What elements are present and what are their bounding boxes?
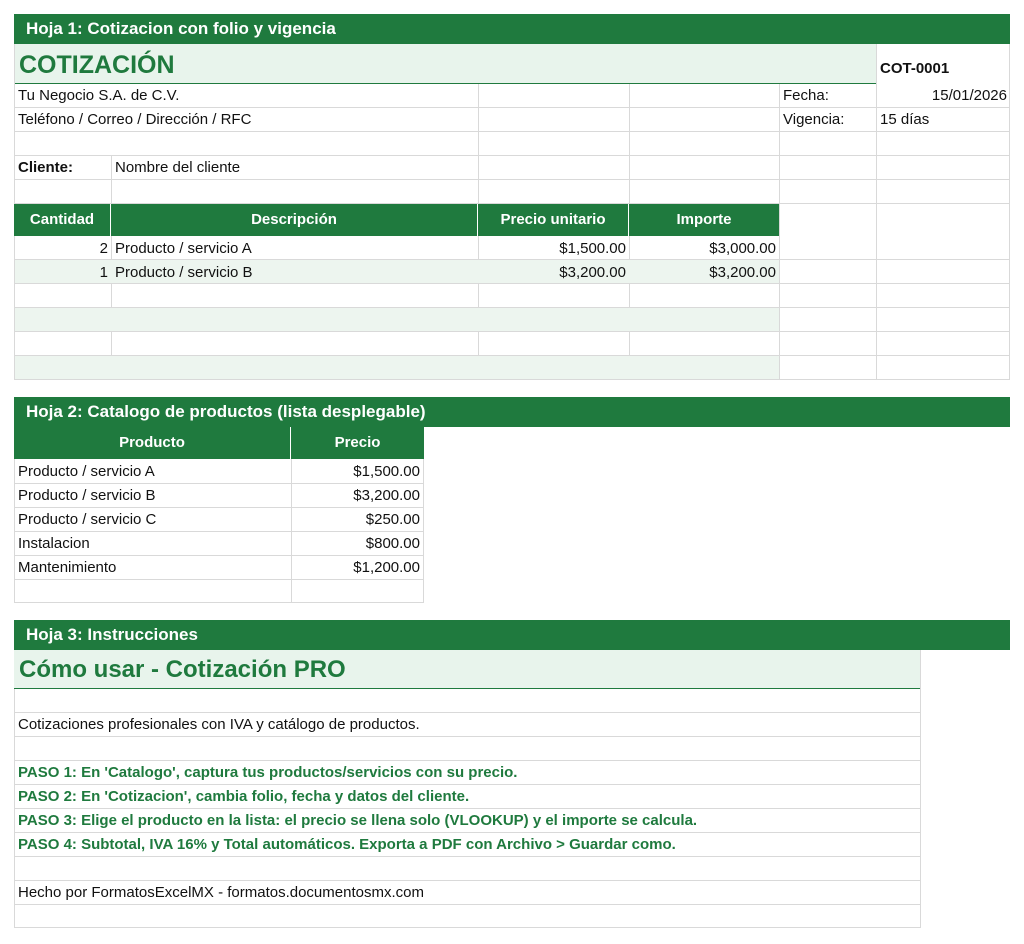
item-amount: $3,200.00 — [709, 264, 776, 281]
catalog-product[interactable]: Producto / servicio A — [18, 463, 155, 480]
grid-line — [14, 331, 1010, 332]
grid-line — [920, 650, 921, 928]
instruction-step: PASO 3: Elige el producto en la lista: el precio se llena solo (VLOOKUP) y el importe se calcula. — [18, 812, 698, 829]
grid-line — [876, 44, 877, 380]
sheet1-header-bar — [14, 14, 1010, 44]
item-desc[interactable]: Producto / servicio A — [115, 240, 252, 257]
catalog-price[interactable]: $3,200.00 — [353, 487, 420, 504]
catalog-price[interactable]: $1,200.00 — [353, 559, 420, 576]
row-band — [15, 308, 779, 331]
item-desc[interactable]: Producto / servicio B — [115, 264, 253, 281]
instruction-step: PASO 1: En 'Catalogo', captura tus productos/servicios con su precio. — [18, 764, 518, 781]
col-producto: Producto — [14, 427, 291, 459]
col-descripcion: Descripción — [111, 204, 478, 236]
instruction-step: PASO 4: Subtotal, IVA 16% y Total automáticos. Exporta a PDF con Archivo > Guardar como. — [18, 836, 676, 853]
item-qty[interactable]: 1 — [99, 264, 108, 281]
sheet3-header-bar — [14, 620, 1010, 650]
cliente-value[interactable]: Nombre del cliente — [115, 159, 241, 176]
grid-line — [14, 602, 424, 603]
row-band — [15, 356, 779, 379]
vigencia-label: Vigencia: — [783, 111, 845, 128]
quote-title: COTIZACIÓN — [19, 51, 175, 79]
fecha-value[interactable]: 15/01/2026 — [931, 87, 1007, 104]
fecha-label: Fecha: — [783, 87, 829, 104]
catalog-product[interactable]: Producto / servicio B — [18, 487, 156, 504]
catalog-product[interactable]: Mantenimiento — [18, 559, 117, 576]
quote-folio[interactable]: COT-0001 — [880, 60, 950, 77]
grid-line — [1009, 44, 1010, 380]
col-importe: Importe — [629, 204, 779, 236]
instruction-step: PASO 2: En 'Cotizacion', cambia folio, fecha y datos del cliente. — [18, 788, 470, 805]
grid-line — [779, 84, 780, 380]
vigencia-value[interactable]: 15 días — [880, 111, 930, 128]
instructions-intro: Cotizaciones profesionales con IVA y catálogo de productos. — [18, 716, 420, 733]
title-underline — [14, 688, 921, 689]
grid-line — [14, 379, 1010, 380]
sheet2-header-bar — [14, 397, 1010, 427]
item-qty[interactable]: 2 — [99, 240, 108, 257]
item-price[interactable]: $1,500.00 — [559, 240, 626, 257]
sheet3-header: Hoja 3: Instrucciones — [26, 625, 198, 644]
col-precio: Precio — [291, 427, 424, 459]
catalog-price[interactable]: $250.00 — [365, 511, 420, 528]
business-name[interactable]: Tu Negocio S.A. de C.V. — [18, 87, 180, 104]
business-contact[interactable]: Teléfono / Correo / Dirección / RFC — [18, 111, 252, 128]
item-price[interactable]: $3,200.00 — [559, 264, 626, 281]
col-precio-unitario: Precio unitario — [478, 204, 629, 236]
sheet2-header: Hoja 2: Catalogo de productos (lista desplegable) — [26, 402, 426, 421]
catalog-product[interactable]: Instalacion — [18, 535, 90, 552]
cliente-label: Cliente: — [18, 159, 74, 176]
sheet1-header: Hoja 1: Cotizacion con folio y vigencia — [26, 19, 336, 38]
instructions-title: Cómo usar - Cotización PRO — [19, 656, 346, 683]
catalog-price[interactable]: $1,500.00 — [353, 463, 420, 480]
grid-line — [14, 927, 921, 928]
col-cantidad: Cantidad — [14, 204, 111, 236]
catalog-product[interactable]: Producto / servicio C — [18, 511, 157, 528]
item-amount: $3,000.00 — [709, 240, 776, 257]
catalog-price[interactable]: $800.00 — [365, 535, 420, 552]
instructions-footer: Hecho por FormatosExcelMX - formatos.documentosmx.com — [18, 884, 424, 901]
